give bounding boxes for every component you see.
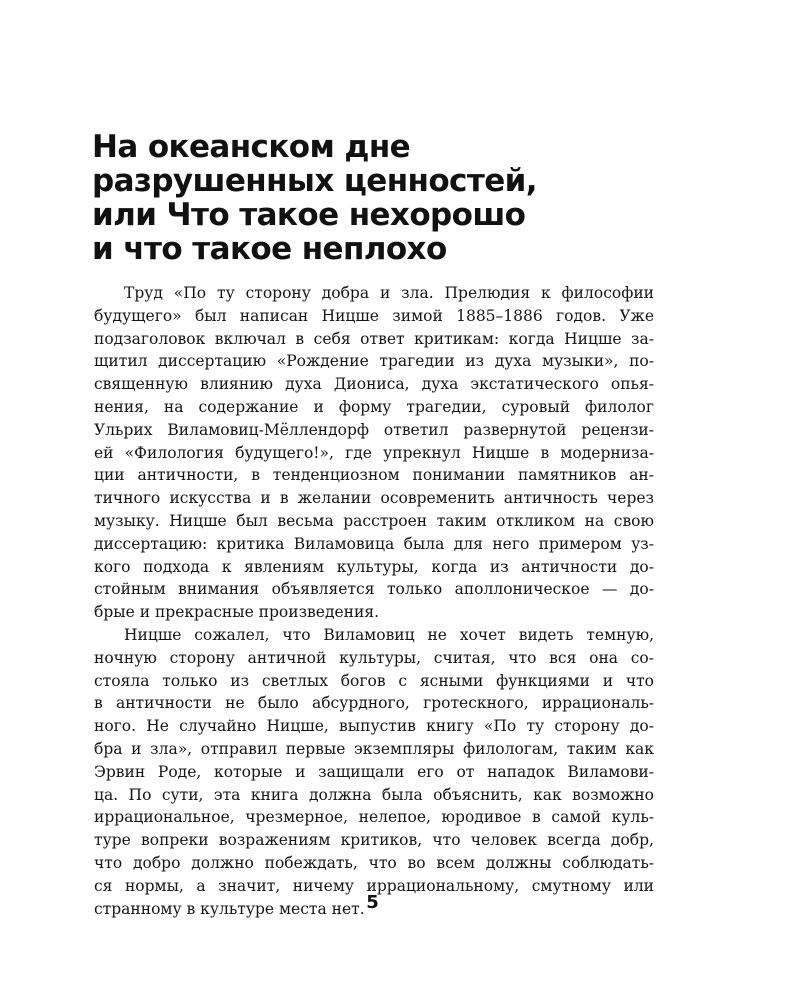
chapter-title-line: и что такое неплохо (92, 231, 447, 267)
text-line: иррациональное, чрезмерное, нелепое, юродивое в самой куль- (94, 808, 654, 827)
text-line: стойным внимания объявляется только аполлоническое — до- (94, 580, 654, 599)
text-line: Ульрих Виламовиц-Мёллендорф ответил развернутой рецензи- (94, 420, 654, 439)
text-line: что добро должно побеждать, что во всем должны соблюдать- (94, 853, 654, 872)
body-text (94, 282, 654, 920)
text-line: ся нормы, а значит, ничему иррациональному, смутному или (94, 876, 654, 895)
text-line: бра и зла», отправил первые экземпляры филологам, таким как (94, 739, 654, 758)
text-line: будущего» был написан Ницше зимой 1885–1886 годов. Уже (94, 306, 654, 325)
text-line: ца. По сути, эта книга должна была объяснить, как возможно (94, 785, 654, 804)
chapter-title (92, 130, 692, 266)
text-line: странному в культуре места нет. (94, 899, 365, 918)
text-line: в античности не было абсурдного, гротескного, иррациональ- (94, 694, 654, 713)
text-line: щитил диссертацию «Рождение трагедии из духа музыки», по- (94, 352, 654, 371)
text-line: ей «Филология будущего!», где упрекнул Ницше в модерниза- (94, 443, 654, 462)
chapter-title-line: На океанском дне (92, 129, 411, 165)
text-line: Ницше сожалел, что Виламовиц не хочет видеть темную, (124, 625, 654, 644)
text-line: стояла только из светлых богов с ясными функциями и что (94, 671, 654, 690)
text-line: священную влиянию духа Диониса, духа экстатического опья- (94, 375, 654, 394)
text-line: Труд «По ту сторону добра и зла. Прелюдия к философии (124, 284, 654, 302)
text-line: музыку. Ницше был весьма расстроен таким откликом на свою (94, 511, 654, 530)
page-number: 5 (366, 892, 379, 913)
text-line: ции античности, в тенденциозном понимании памятников ан- (94, 466, 654, 485)
chapter-title-line: или Что такое нехорошо (92, 197, 526, 233)
text-line: кого подхода к явлениям культуры, когда из античности до- (94, 557, 654, 576)
text-line: тичного искусства и в желании осовременить античность через (94, 489, 654, 508)
text-line: ночную сторону античной культуры, считая, что вся она со- (94, 648, 654, 667)
text-line: ного. Не случайно Ницше, выпустив книгу «По ту сторону до- (94, 717, 654, 736)
text-line: туре вопреки возражениям критиков, что человек всегда добр, (94, 831, 654, 850)
text-line: подзаголовок включал в себя ответ критикам: когда Ницше за- (94, 329, 654, 348)
text-line: Эрвин Роде, которые и защищали его от нападок Виламови- (94, 762, 654, 781)
text-line: диссертацию: критика Виламовица была для него примером уз- (94, 534, 654, 553)
text-line: нения, на содержание и форму трагедии, суровый филолог (94, 397, 654, 416)
text-line: брые и прекрасные произведения. (94, 603, 380, 622)
chapter-title-line: разрушенных ценностей, (92, 163, 537, 199)
